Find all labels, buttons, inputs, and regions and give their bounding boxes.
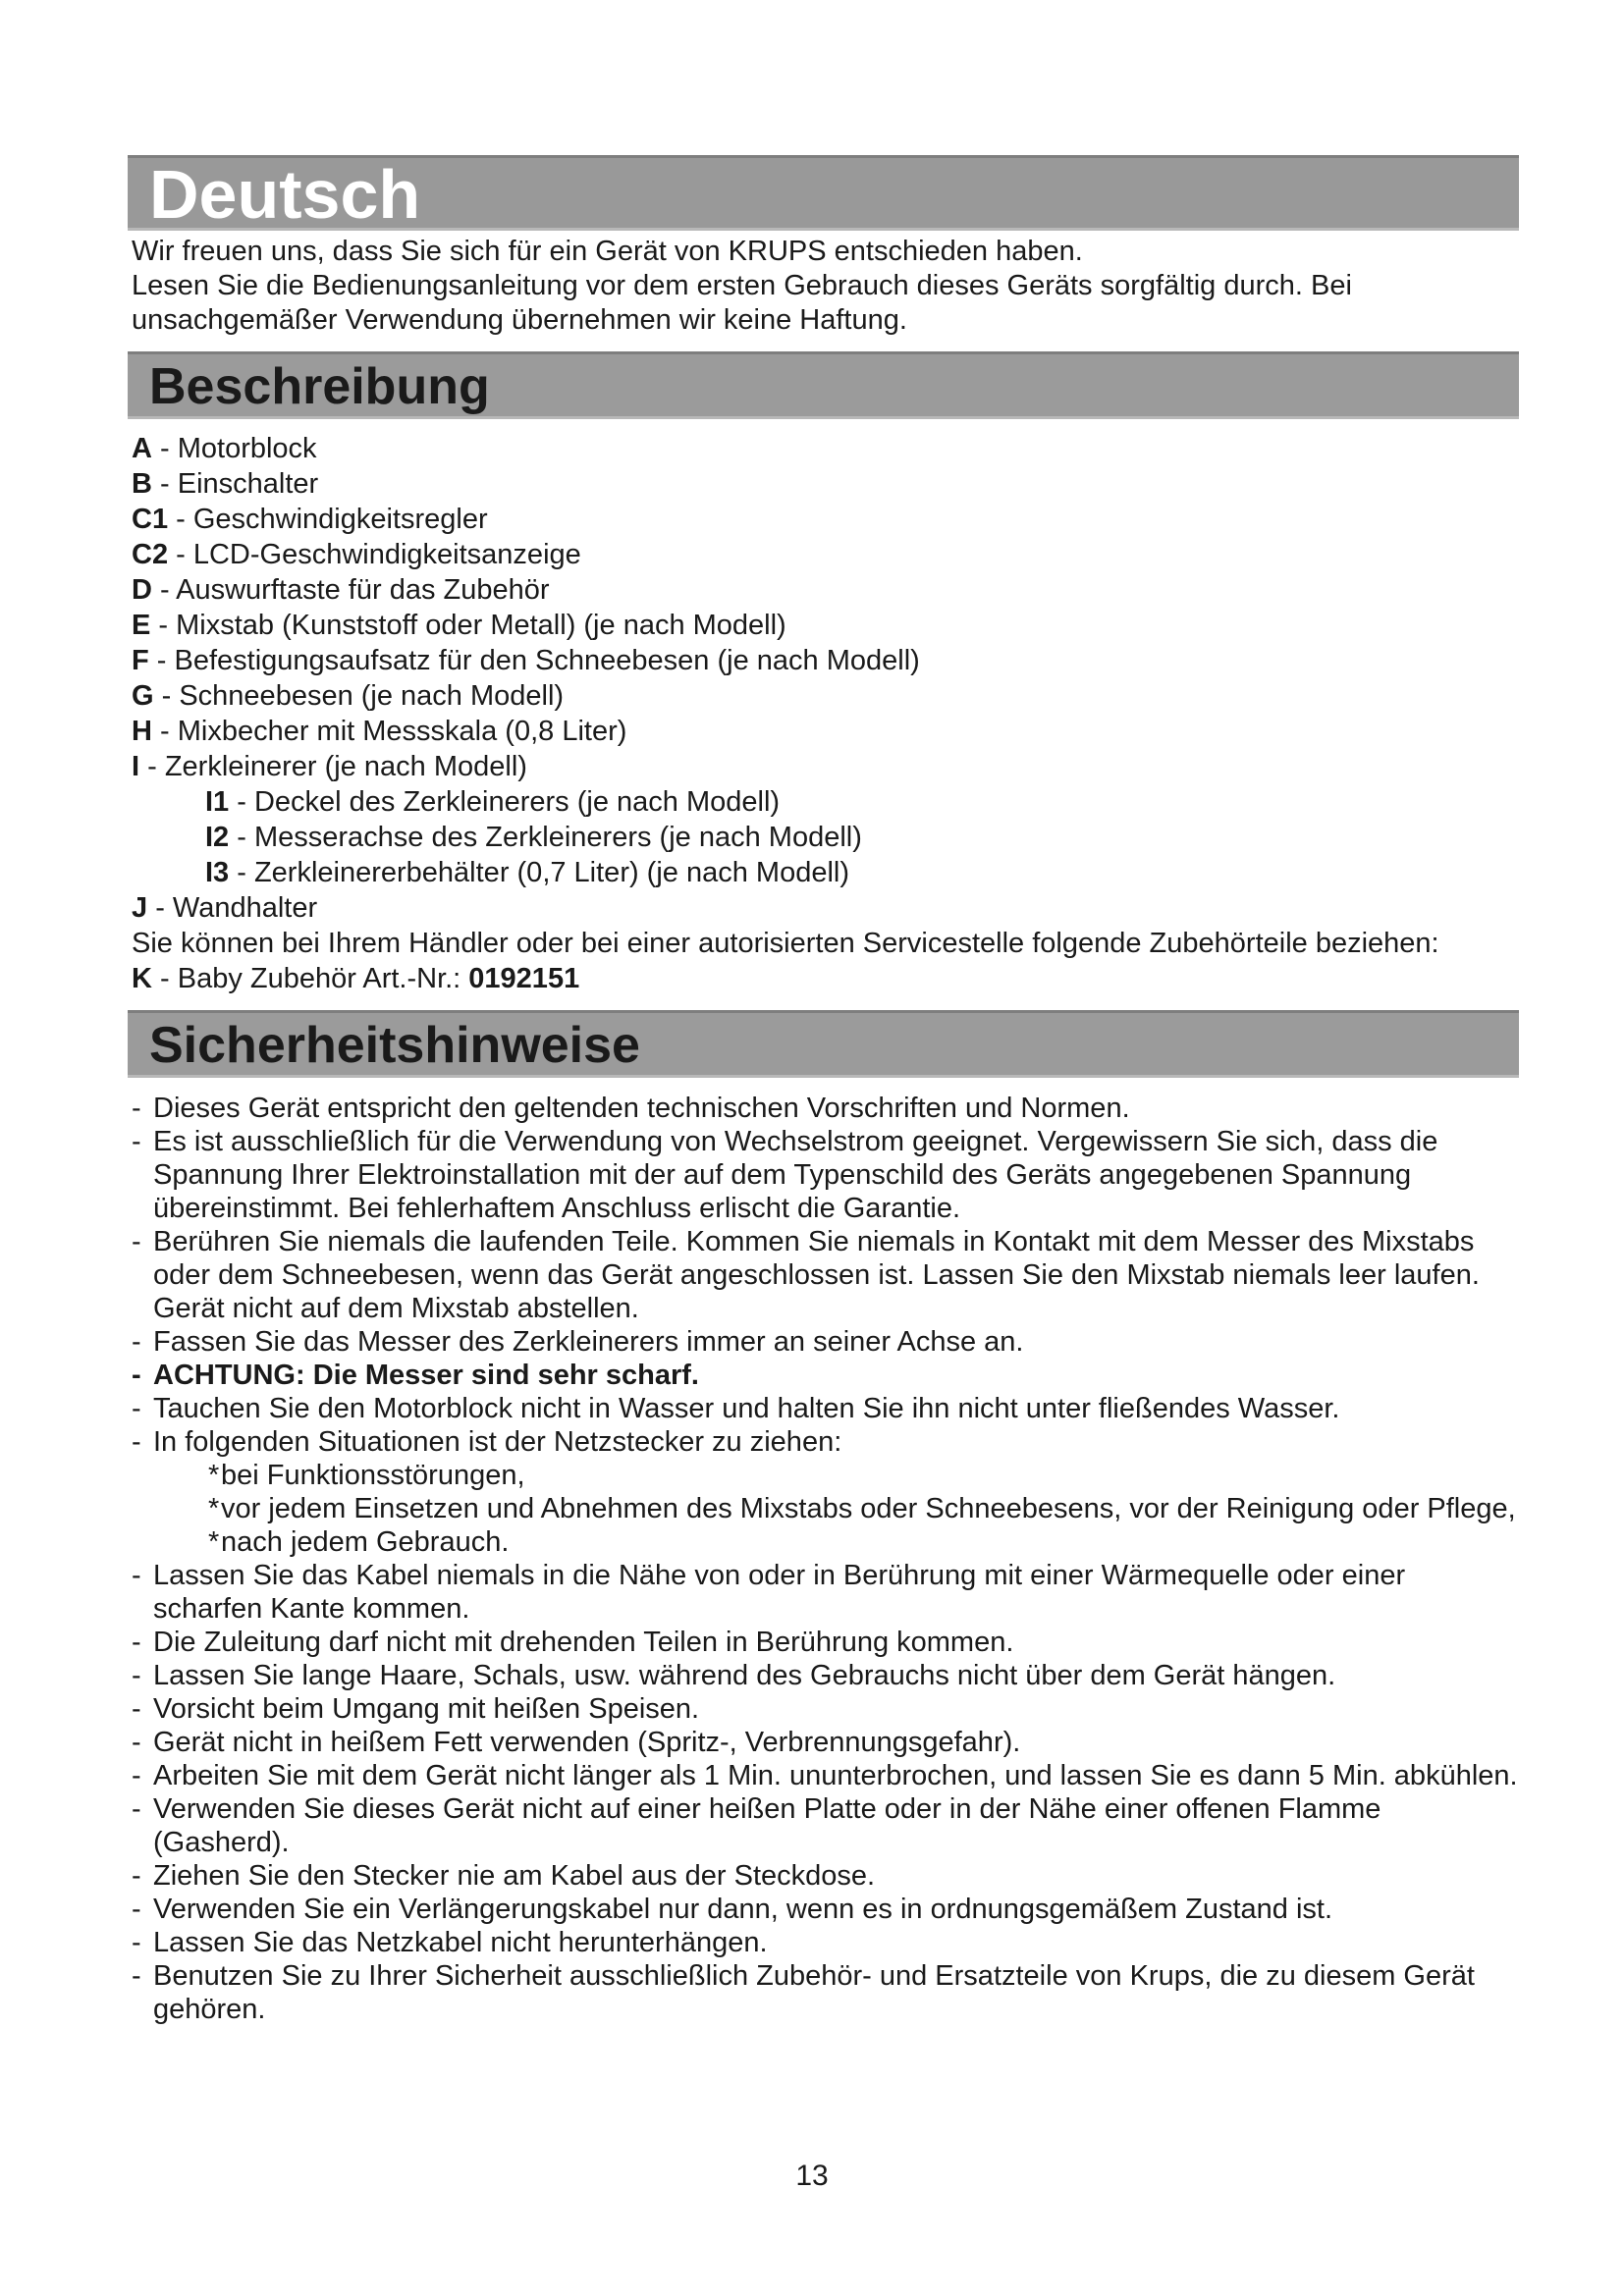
list-item: - Benutzen Sie zu Ihrer Sicherheit ausschließlich Zubehör- und Ersatzteile von Krups, die zu diesem Gerät gehören. [132, 1960, 1475, 2025]
section-header-sicherheitshinweise: Sicherheitshinweise [128, 1010, 1519, 1078]
list-item: - Lassen Sie das Netzkabel nicht herunterhängen. [132, 1927, 768, 1958]
section-header-beschreibung: Beschreibung [128, 351, 1519, 419]
list-item: - Berühren Sie niemals die laufenden Teile. Kommen Sie niemals in Kontakt mit dem Messer des Mixstabs oder dem Schneebesen, wenn das Gerät angeschlossen ist. Lassen Sie den Mixstab niemals leer laufen. Gerät nicht auf dem Mixstab abstellen. [132, 1226, 1480, 1324]
section-header-deutsch: Deutsch [128, 155, 1519, 231]
accessories-note: Sie können bei Ihrem Händler oder bei einer autorisierten Servicestelle folgende Zubehörteile beziehen: [132, 928, 1439, 959]
list-subitem: I3 - Zerkleinererbehälter (0,7 Liter) (je nach Modell) [205, 857, 849, 888]
list-item: - Gerät nicht in heißem Fett verwenden (Spritz-, Verbrennungsgefahr). [132, 1727, 1021, 1758]
description-list [132, 431, 1519, 996]
list-item: G - Schneebesen (je nach Modell) [132, 680, 565, 712]
list-item: - Lassen Sie lange Haare, Schals, usw. während des Gebrauchs nicht über dem Gerät hängen. [132, 1660, 1336, 1691]
list-item: C2 - LCD-Geschwindigkeitsanzeige [132, 539, 581, 570]
list-subitem: I1 - Deckel des Zerkleinerers (je nach Modell) [205, 786, 781, 818]
list-item: J - Wandhalter [132, 892, 318, 924]
list-item: D - Auswurftaste für das Zubehör [132, 574, 550, 606]
list-item: E - Mixstab (Kunststoff oder Metall) (je nach Modell) [132, 610, 786, 641]
list-item: - Die Zuleitung darf nicht mit drehenden Teilen in Berührung kommen. [132, 1627, 1014, 1658]
bullet-item: * vor jedem Einsetzen und Abnehmen des Mixstabs oder Schneebesens, vor der Reinigung oder Pflege, [208, 1493, 1516, 1524]
article-number: 0192151 [468, 963, 580, 994]
list-item: - Arbeiten Sie mit dem Gerät nicht länger als 1 Min. ununterbrochen, und lassen Sie es dann 5 Min. abkühlen. [132, 1760, 1518, 1791]
intro-line-1: Wir freuen uns, dass Sie sich für ein Gerät von KRUPS entschieden haben. [132, 236, 1083, 267]
list-item: - Verwenden Sie ein Verlängerungskabel nur dann, wenn es in ordnungsgemäßem Zustand ist. [132, 1894, 1333, 1925]
list-item: H - Mixbecher mit Messskala (0,8 Liter) [132, 716, 627, 747]
bullet-item: * bei Funktionsstörungen, [208, 1460, 525, 1491]
list-item: A - Motorblock [132, 433, 317, 464]
bullet-item: * nach jedem Gebrauch. [208, 1526, 510, 1558]
list-item: - Verwenden Sie dieses Gerät nicht auf einer heißen Platte oder in der Nähe einer offenen Flamme (Gasherd). [132, 1793, 1381, 1858]
list-item: - Tauchen Sie den Motorblock nicht in Wasser und halten Sie ihn nicht unter fließendes Wasser. [132, 1393, 1340, 1424]
list-item: B - Einschalter [132, 468, 319, 500]
list-item: - Fassen Sie das Messer des Zerkleinerers immer an seiner Achse an. [132, 1326, 1024, 1358]
list-item: - Vorsicht beim Umgang mit heißen Speisen. [132, 1693, 700, 1725]
list-item: I - Zerkleinerer (je nach Modell) [132, 751, 527, 782]
intro-text [132, 235, 1519, 338]
list-item: - Es ist ausschließlich für die Verwendung von Wechselstrom geeignet. Vergewissern Sie sich, dass die Spannung Ihrer Elektroinstallation mit der auf dem Typenschild des Geräts angegebenen Spannung übereinstimmt. Bei fehlerhaftem Anschluss erlischt die Garantie. [132, 1126, 1438, 1224]
list-item: C1 - Geschwindigkeitsregler [132, 504, 488, 535]
safety-list [132, 1092, 1519, 2026]
warning-item: - ACHTUNG: Die Messer sind sehr scharf. [132, 1360, 699, 1391]
list-item: K - Baby Zubehör Art.-Nr.: 0192151 [132, 963, 580, 994]
list-item: - Dieses Gerät entspricht den geltenden technischen Vorschriften und Normen. [132, 1093, 1130, 1124]
page-number: 13 [795, 2160, 829, 2192]
list-item: F - Befestigungsaufsatz für den Schneebesen (je nach Modell) [132, 645, 920, 676]
list-item: - In folgenden Situationen ist der Netzstecker zu ziehen: [132, 1426, 842, 1458]
list-item: - Lassen Sie das Kabel niemals in die Nähe von oder in Berührung mit einer Wärmequelle oder einer scharfen Kante kommen. [132, 1560, 1406, 1625]
intro-line-2: Lesen Sie die Bedienungsanleitung vor dem ersten Gebrauch dieses Geräts sorgfältig durch. Bei unsachgemäßer Verwendung übernehmen wir keine Haftung. [132, 270, 1352, 336]
list-subitem: I2 - Messerachse des Zerkleinerers (je nach Modell) [205, 822, 862, 853]
page-content [128, 155, 1519, 2026]
list-item: - Ziehen Sie den Stecker nie am Kabel aus der Steckdose. [132, 1860, 876, 1892]
